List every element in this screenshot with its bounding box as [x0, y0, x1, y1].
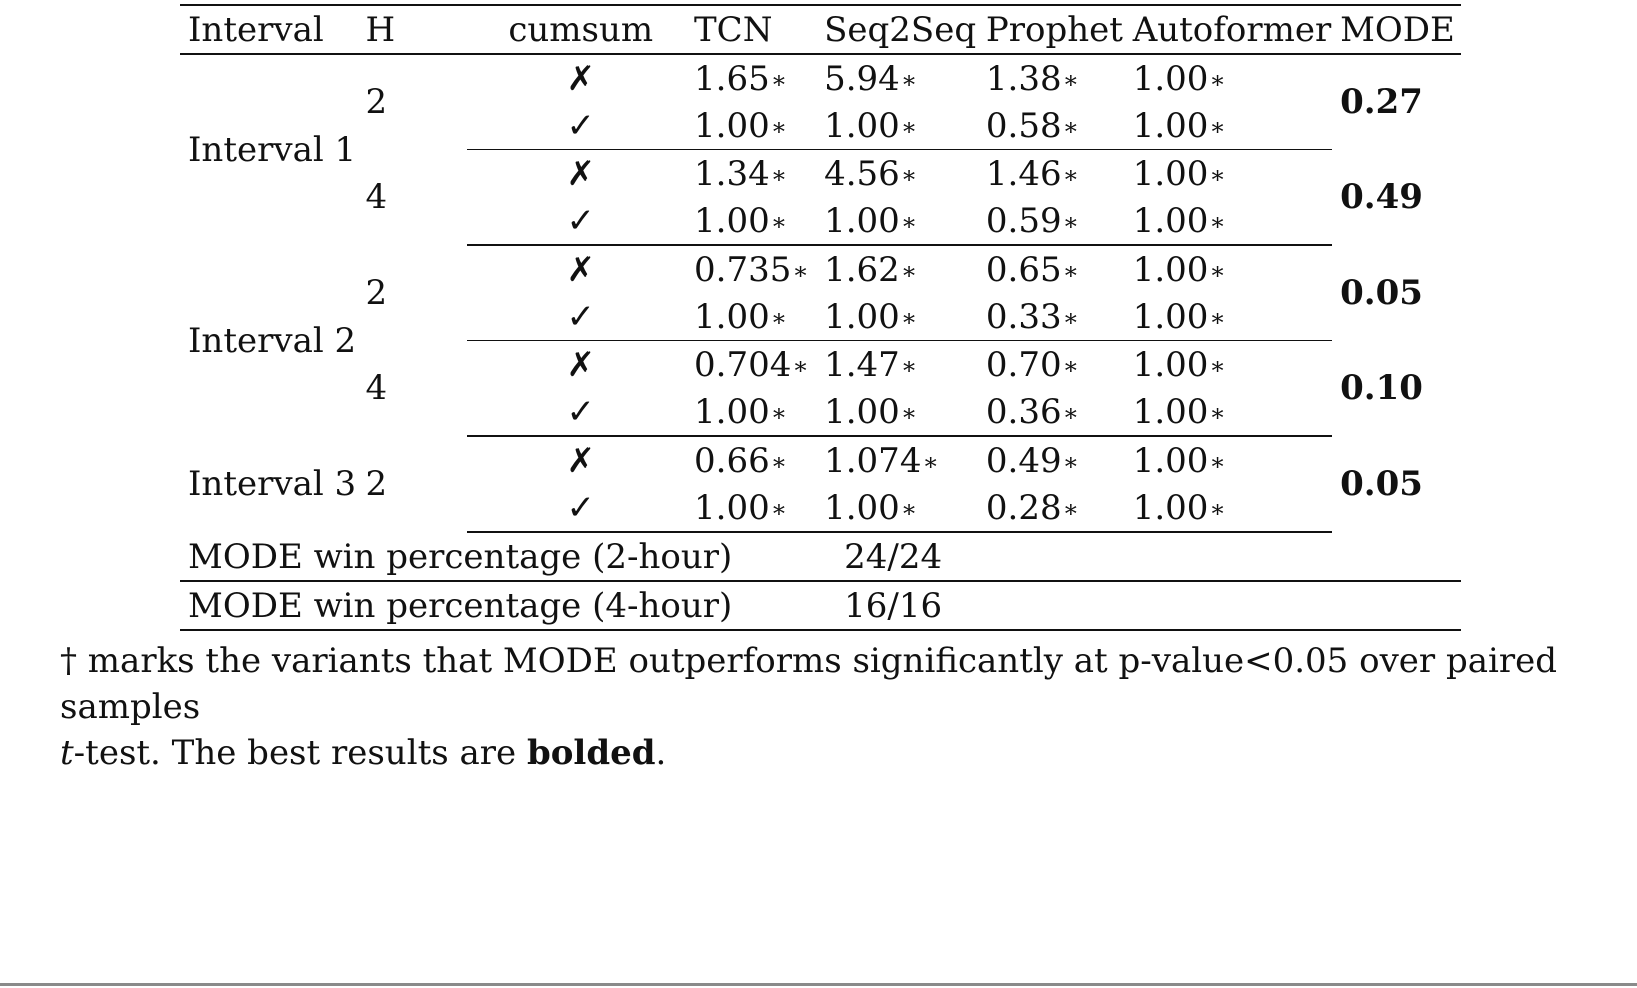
star-icon: ∗ — [900, 303, 918, 332]
table-row — [180, 245, 1461, 293]
seq2seq-value: 1.62∗ — [824, 249, 918, 290]
footnote-line-2: t-test. The best results are bolded. — [60, 733, 667, 773]
horizon-value: 2 — [365, 272, 388, 313]
autoformer-value: 1.00∗ — [1125, 388, 1332, 436]
horizon-value: 4 — [365, 177, 388, 218]
tcn-value: 1.00∗ — [686, 197, 816, 245]
star-icon: ∗ — [900, 351, 918, 380]
autoformer-value: 1.00∗ — [1125, 197, 1332, 245]
mode-value: 0.27 — [1340, 82, 1423, 123]
mode-value: 0.05 — [1340, 272, 1423, 313]
star-icon: ∗ — [900, 494, 918, 523]
tcn-value: 1.00∗ — [686, 293, 816, 341]
star-icon: ∗ — [1062, 160, 1079, 189]
tcn-value: 1.00∗ — [686, 102, 816, 150]
win-value-2h: 24/24 — [816, 532, 1461, 581]
star-icon: ∗ — [1062, 303, 1079, 332]
prophet-value: 0.28∗ — [978, 484, 1125, 532]
prophet-value: 0.33∗ — [978, 293, 1125, 341]
star-icon: ∗ — [1062, 398, 1079, 427]
check-mark-icon: ✓ — [467, 388, 686, 436]
star-icon: ∗ — [1062, 112, 1079, 141]
star-icon: ∗ — [1209, 351, 1226, 380]
check-mark-icon: ✓ — [467, 293, 686, 341]
star-icon: ∗ — [900, 398, 918, 427]
interval-label: Interval 2 — [188, 320, 357, 361]
star-icon: ∗ — [900, 65, 918, 94]
autoformer-value: 1.00∗ — [1132, 58, 1226, 99]
prophet-value: 0.65∗ — [985, 249, 1079, 290]
star-icon: ∗ — [922, 447, 939, 476]
horizon-value: 4 — [365, 368, 388, 409]
seq2seq-value: 1.074∗ — [824, 440, 939, 481]
t-symbol: t — [60, 733, 74, 773]
header-interval: Interval — [180, 5, 357, 54]
star-icon: ∗ — [1209, 160, 1226, 189]
tcn-value: 1.00∗ — [686, 388, 816, 436]
star-icon: ∗ — [770, 65, 788, 94]
star-icon: ∗ — [1062, 351, 1079, 380]
star-icon: ∗ — [1062, 65, 1079, 94]
header-tcn: TCN — [686, 5, 816, 54]
star-icon: ∗ — [1209, 65, 1226, 94]
win-row-4h — [180, 581, 1461, 630]
cross-mark-icon: ✗ — [566, 344, 595, 385]
star-icon: ∗ — [900, 256, 918, 285]
interval-label: Interval 1 — [188, 130, 357, 170]
header-prophet: Prophet — [978, 5, 1125, 54]
star-icon: ∗ — [792, 256, 809, 285]
star-icon: ∗ — [1062, 494, 1079, 523]
autoformer-value: 1.00∗ — [1125, 293, 1332, 341]
table-row — [180, 150, 1461, 198]
table-header-row — [180, 5, 1461, 54]
horizon-value: 2 — [365, 82, 388, 123]
check-mark-icon: ✓ — [467, 102, 686, 150]
footer-divider — [0, 983, 1637, 986]
star-icon: ∗ — [770, 494, 788, 523]
header-h: H — [357, 5, 467, 54]
table-row — [180, 54, 1461, 102]
check-mark-icon: ✓ — [467, 484, 686, 532]
prophet-value: 0.49∗ — [985, 440, 1079, 481]
win-label-4h: MODE win percentage (4-hour) — [180, 581, 816, 630]
tcn-value: 0.66∗ — [694, 440, 788, 481]
star-icon: ∗ — [770, 160, 788, 189]
star-icon: ∗ — [900, 160, 918, 189]
win-label-2h: MODE win percentage (2-hour) — [180, 532, 816, 581]
seq2seq-value: 1.00∗ — [816, 293, 978, 341]
autoformer-value: 1.00∗ — [1125, 102, 1332, 150]
star-icon: ∗ — [770, 447, 788, 476]
cross-mark-icon: ✗ — [566, 153, 595, 194]
star-icon: ∗ — [770, 112, 788, 141]
star-icon: ∗ — [1209, 398, 1226, 427]
bolded-word: bolded — [526, 733, 656, 773]
header-autoformer: Autoformer — [1125, 5, 1332, 54]
tcn-value: 1.00∗ — [686, 484, 816, 532]
seq2seq-value: 4.56∗ — [824, 153, 918, 194]
cross-mark-icon: ✗ — [566, 440, 595, 481]
mode-value: 0.10 — [1340, 368, 1423, 409]
autoformer-value: 1.00∗ — [1132, 440, 1226, 481]
tcn-value: 0.704∗ — [694, 344, 809, 385]
autoformer-value: 1.00∗ — [1125, 484, 1332, 532]
mode-value: 0.05 — [1340, 464, 1423, 504]
star-icon: ∗ — [1209, 207, 1226, 236]
prophet-value: 0.70∗ — [985, 344, 1079, 385]
star-icon: ∗ — [1062, 447, 1079, 476]
tcn-value: 1.34∗ — [694, 153, 788, 194]
check-mark-icon: ✓ — [467, 197, 686, 245]
star-icon: ∗ — [770, 398, 788, 427]
seq2seq-value: 5.94∗ — [824, 58, 918, 99]
results-table-container — [180, 4, 1461, 631]
star-icon: ∗ — [900, 207, 918, 236]
seq2seq-value: 1.00∗ — [816, 197, 978, 245]
header-seq2seq: Seq2Seq — [816, 5, 978, 54]
results-table — [180, 4, 1461, 631]
autoformer-value: 1.00∗ — [1132, 344, 1226, 385]
tcn-value: 0.735∗ — [694, 249, 809, 290]
seq2seq-value: 1.47∗ — [824, 344, 918, 385]
star-icon: ∗ — [792, 351, 809, 380]
table-footnote — [60, 638, 1637, 776]
tcn-value: 1.65∗ — [694, 58, 788, 99]
star-icon: ∗ — [1062, 256, 1079, 285]
mode-value: 0.49 — [1340, 177, 1423, 218]
star-icon: ∗ — [1209, 447, 1226, 476]
footnote-line-1: † marks the variants that MODE outperforms significantly at p-value<0.05 over paired samples — [60, 641, 1558, 727]
interval-label: Interval 3 — [188, 464, 357, 504]
prophet-value: 1.38∗ — [985, 58, 1079, 99]
star-icon: ∗ — [770, 303, 788, 332]
prophet-value: 0.58∗ — [978, 102, 1125, 150]
star-icon: ∗ — [1209, 112, 1226, 141]
star-icon: ∗ — [1062, 207, 1079, 236]
prophet-value: 1.46∗ — [985, 153, 1079, 194]
header-mode: MODE — [1332, 5, 1461, 54]
star-icon: ∗ — [1209, 256, 1226, 285]
table-row — [180, 341, 1461, 389]
win-value-4h: 16/16 — [816, 581, 1461, 630]
win-row-2h — [180, 532, 1461, 581]
header-cumsum: cumsum — [467, 5, 686, 54]
seq2seq-value: 1.00∗ — [816, 484, 978, 532]
cross-mark-icon: ✗ — [566, 249, 595, 290]
autoformer-value: 1.00∗ — [1132, 153, 1226, 194]
autoformer-value: 1.00∗ — [1132, 249, 1226, 290]
horizon-value: 2 — [365, 464, 388, 504]
cross-mark-icon: ✗ — [566, 58, 595, 99]
prophet-value: 0.36∗ — [978, 388, 1125, 436]
table-row — [180, 436, 1461, 484]
seq2seq-value: 1.00∗ — [816, 388, 978, 436]
star-icon: ∗ — [1209, 494, 1226, 523]
star-icon: ∗ — [770, 207, 788, 236]
star-icon: ∗ — [1209, 303, 1226, 332]
prophet-value: 0.59∗ — [978, 197, 1125, 245]
seq2seq-value: 1.00∗ — [816, 102, 978, 150]
star-icon: ∗ — [900, 112, 918, 141]
